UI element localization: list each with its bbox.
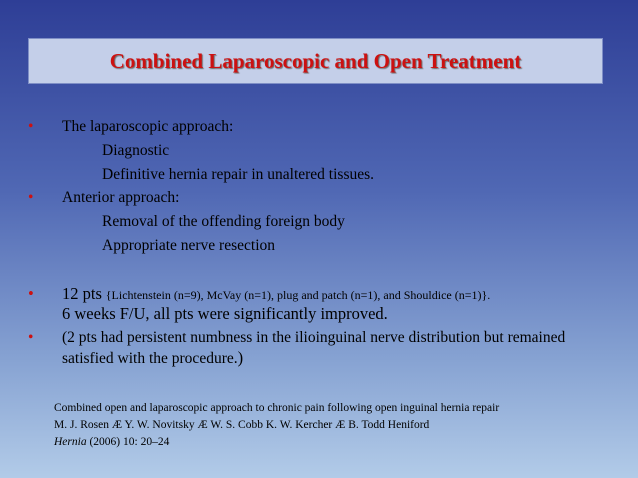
bullet-anterior <box>28 189 180 207</box>
bullet-12-pts <box>28 284 490 304</box>
continuation-text: satisfied with the procedure. <box>62 350 238 367</box>
bullet-numbness <box>28 329 565 347</box>
slide-title: Combined Laparoscopic and Open Treatment <box>109 48 522 73</box>
bullet-main-text: 12 pts <box>62 284 102 303</box>
sub-item-definitive-repair: Definitive hernia repair in unaltered tissues. <box>102 166 375 183</box>
bullet-continuation: 6 weeks F/U, all pts were significantly improved. <box>62 304 388 323</box>
reference-authors: M. J. Rosen Æ Y. W. Novitsky Æ W. S. Cobb K. W. Kercher Æ B. Todd Heniford <box>54 419 430 431</box>
title-box <box>28 38 603 84</box>
bullet-laparoscopic <box>28 118 233 136</box>
bullet-dot: • <box>28 189 34 206</box>
bullet-detail-text: {Lichtenstein (n=9), McVay (n=1), plug and patch (n=1), and Shouldice (n=1)}. <box>105 288 491 302</box>
reference-citation <box>54 436 169 448</box>
bullet-text: Anterior approach: <box>62 189 180 206</box>
reference-volume: (2006) 10: 20–24 <box>86 436 170 448</box>
reference-journal: Hernia <box>54 436 87 448</box>
sub-item-diagnostic: Diagnostic <box>102 142 170 159</box>
bullet-text: The laparoscopic approach: <box>62 118 234 135</box>
bullet-text: (2 pts had persistent numbness in the ilioinguinal nerve distribution but remained <box>62 329 566 346</box>
reference-title: Combined open and laparoscopic approach to chronic pain following open inguinal hernia repair <box>54 402 500 414</box>
closing-paren: ) <box>237 348 244 367</box>
bullet-dot: • <box>28 284 34 303</box>
sub-item-removal: Removal of the offending foreign body <box>102 213 345 230</box>
sub-item-nerve-resection: Appropriate nerve resection <box>102 237 276 254</box>
bullet-dot: • <box>28 329 34 346</box>
bullet-dot: • <box>28 118 34 135</box>
bullet-continuation <box>62 348 243 368</box>
